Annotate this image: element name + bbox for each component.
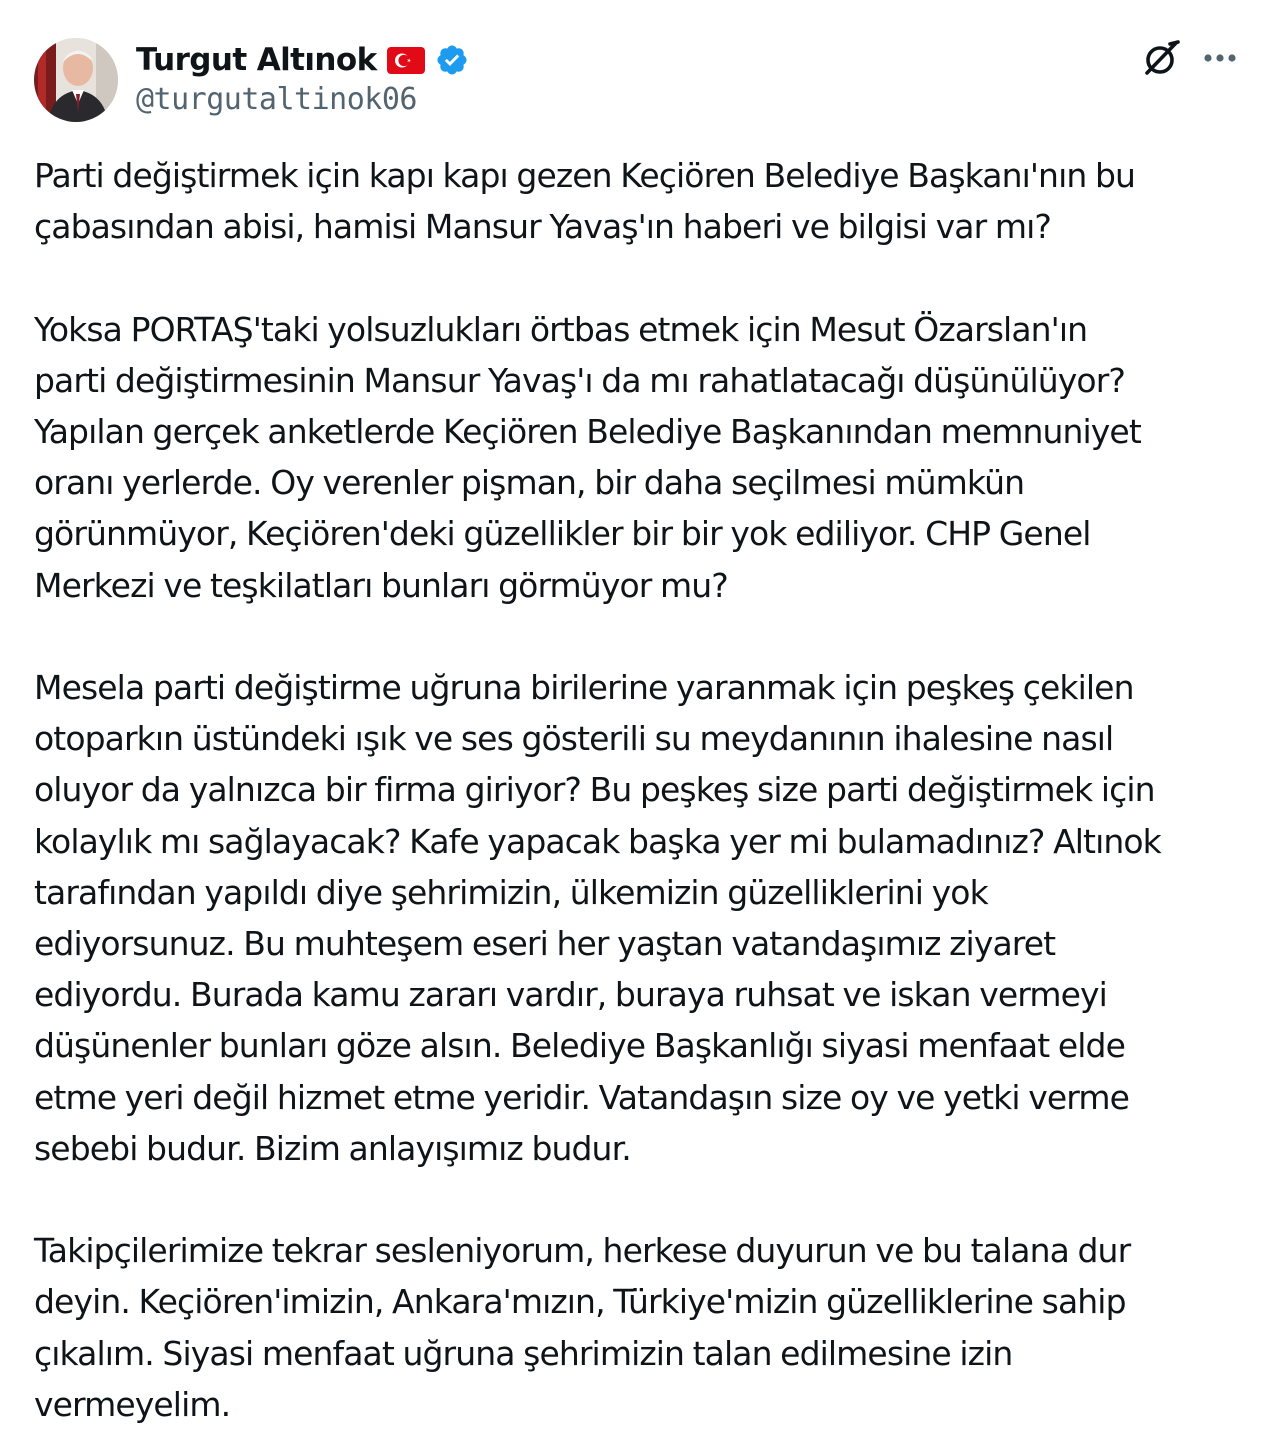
tweet-paragraph	[34, 150, 1264, 252]
grok-button[interactable]	[1138, 36, 1184, 82]
tweet-line: Yoksa PORTAŞ'taki yolsuzlukları örtbas etmek için Mesut Özarslan'ın	[34, 309, 1088, 349]
grok-icon	[1140, 38, 1182, 80]
verified-badge-icon[interactable]	[435, 43, 469, 77]
tweet-line: deyin. Keçiören'imizin, Ankara'mızın, Türkiye'mizin güzelliklerine sahip	[34, 1282, 1126, 1322]
more-options-button[interactable]	[1198, 36, 1242, 80]
tweet-paragraph	[34, 304, 1264, 611]
tweet-line: vermeyelim.	[34, 1384, 231, 1424]
tweet-line: çıkalım. Siyasi menfaat uğruna şehrimizin talan edilmesine izin	[34, 1333, 1013, 1373]
more-options-icon	[1203, 53, 1237, 63]
tweet-line: oranı yerlerde. Oy verenler pişman, bir daha seçilmesi mümkün	[34, 463, 1025, 503]
tweet-line: Yapılan gerçek anketlerde Keçiören Belediye Başkanından memnuniyet	[34, 412, 1141, 451]
tweet-line: parti değiştirmesinin Mansur Yavaş'ı da mı rahatlatacağı düşünülüyor?	[34, 360, 1126, 400]
tweet-text	[34, 150, 1264, 1430]
author-display-name[interactable]: Turgut Altınok	[136, 42, 377, 78]
avatar[interactable]	[34, 38, 118, 122]
author-handle[interactable]: @turgutaltinok06	[136, 82, 417, 117]
tweet-line: ediyordu. Burada kamu zararı vardır, buraya ruhsat ve iskan vermeyi	[34, 975, 1107, 1015]
tweet-line: etme yeri değil hizmet etme yeridir. Vatandaşın size oy ve yetki verme	[34, 1077, 1129, 1117]
avatar-photo	[34, 38, 118, 122]
tweet-line: kolaylık mı sağlayacak? Kafe yapacak başka yer mi bulamadınız? Altınok	[34, 821, 1161, 861]
tweet-line: çabasından abisi, hamisi Mansur Yavaş'ın haberi ve bilgisi var mı?	[34, 207, 1051, 247]
turkey-flag-icon	[387, 47, 425, 74]
tweet-line: tarafından yapıldı diye şehrimizin, ülkemizin güzelliklerini yok	[34, 872, 988, 912]
tweet-line: görünmüyor, Keçiören'deki güzellikler bir bir yok ediliyor. CHP Genel	[34, 514, 1091, 554]
tweet-paragraph	[34, 1225, 1264, 1430]
tweet-line: ediyorsunuz. Bu muhteşem eseri her yaştan vatandaşımız ziyaret	[34, 924, 1056, 964]
tweet-line: Parti değiştirmek için kapı kapı gezen Keçiören Belediye Başkanı'nın bu	[34, 156, 1136, 195]
tweet-line: Takipçilerimize tekrar sesleniyorum, herkese duyurun ve bu talana dur	[34, 1231, 1131, 1271]
tweet-line: sebebi budur. Bizim anlayışımız budur.	[34, 1128, 631, 1168]
tweet-line: düşünenler bunları göze alsın. Belediye Başkanlığı siyasi menfaat elde	[34, 1026, 1125, 1066]
tweet-paragraph	[34, 662, 1264, 1174]
author-name-row	[136, 38, 469, 82]
tweet-line: oluyor da yalnızca bir firma giriyor? Bu peşkeş size parti değiştirmek için	[34, 770, 1155, 810]
tweet-line: Mesela parti değiştirme uğruna birilerine yaranmak için peşkeş çekilen	[34, 668, 1134, 707]
tweet-line: otoparkın üstündeki ışık ve ses gösterili su meydanının ihalesine nasıl	[34, 719, 1114, 759]
tweet-line: Merkezi ve teşkilatları bunları görmüyor mu?	[34, 565, 728, 605]
